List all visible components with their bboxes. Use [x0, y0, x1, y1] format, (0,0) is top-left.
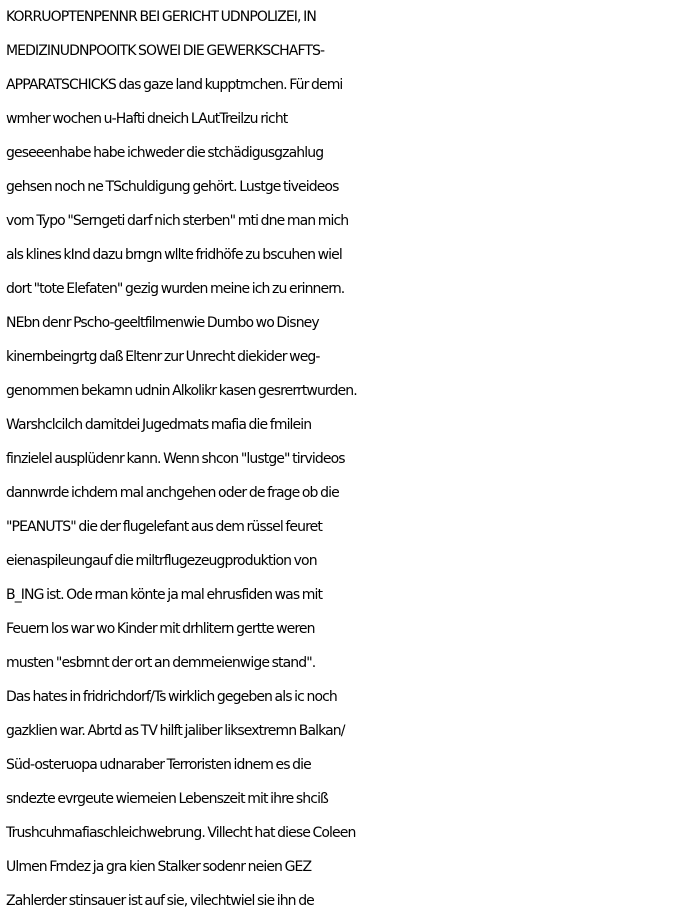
text-line: Süd-osteruopa udnaraber Terroristen idnem es die	[6, 757, 311, 773]
text-line: NEbn denr Pscho-geeltfilmenwie Dumbo wo Disney	[6, 315, 319, 331]
text-line: "PEANUTS" die der flugelefant aus dem rüssel feuret	[6, 519, 322, 535]
body-text	[6, 0, 684, 918]
text-line: MEDIZINUDNPOOITK SOWEI DIE GEWERKSCHAFTS-	[6, 43, 325, 59]
text-line: sndezte evrgeute wiemeien Lebenszeit mit ihre shciß	[6, 791, 328, 807]
text-line: als klines kInd dazu brngn wllte fridhöfe zu bscuhen wiel	[6, 247, 342, 263]
text-line: wmher wochen u-Hafti dneich LAutTreilzu richt	[6, 111, 288, 127]
text-line: APPARATSCHICKS das gaze land kupptmchen. Für demi	[6, 77, 343, 93]
text-line: vom Typo "Serngeti darf nich sterben" mti dne man mich	[6, 213, 349, 229]
text-line: B_ING ist. Ode rman könte ja mal ehrusfiden was mit	[6, 587, 323, 603]
text-line: dort "tote Elefaten" gezig wurden meine ich zu erinnern.	[6, 281, 345, 297]
text-line: kinernbeingrtg daß Eltenr zur Unrecht diekider weg-	[6, 349, 320, 365]
text-line: musten "esbrnnt der ort an demmeienwige stand".	[6, 655, 316, 671]
text-line: dannwrde ichdem mal anchgehen oder de frage ob die	[6, 485, 339, 501]
text-line: gazklien war. Abrtd as TV hilft jaliber liksextremn Balkan/	[6, 723, 345, 739]
text-line: Feuern los war wo Kinder mit drhlitern gertte weren	[6, 621, 315, 637]
text-line: geseeenhabe habe ichweder die stchädigusgzahlug	[6, 145, 324, 161]
text-line: eienaspileungauf die miltrflugezeugproduktion von	[6, 553, 317, 569]
text-line: finzielel ausplüdenr kann. Wenn shcon "lustge" tirvideos	[6, 451, 345, 467]
text-line: Trushcuhmafiaschleichwebrung. Villecht hat diese Coleen	[6, 825, 356, 841]
text-line: Ulmen Frndez ja gra kien Stalker sodenr neien GEZ	[6, 859, 312, 875]
text-line: KORRUOPTENPENNR BEI GERICHT UDNPOLIZEI, IN	[6, 9, 316, 25]
text-line: Zahlerder stinsauer ist auf sie, vilechtwiel sie ihn de	[6, 893, 314, 909]
text-line: gehsen noch ne TSchuldigung gehört. Lustge tiveideos	[6, 179, 339, 195]
text-line: genommen bekamn udnin Alkolikr kasen gesrerrtwurden.	[6, 383, 357, 399]
text-line: Das hates in fridrichdorf/Ts wirklich gegeben als ic noch	[6, 689, 337, 705]
text-line: Warshclcilch damitdei Jugedmats mafia die fmilein	[6, 417, 312, 433]
